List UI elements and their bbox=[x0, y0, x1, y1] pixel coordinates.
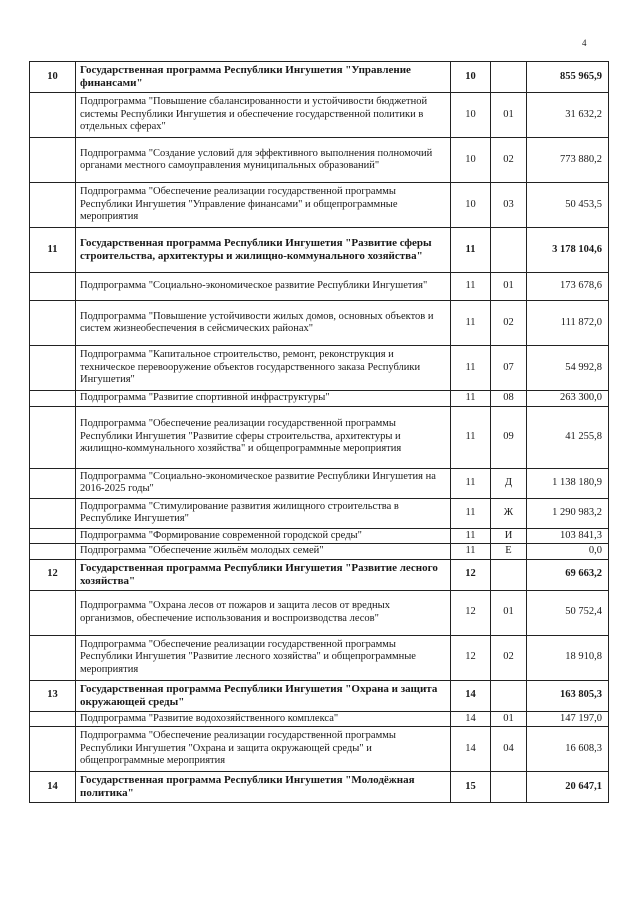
row-number-cell bbox=[30, 183, 76, 228]
page-number: 4 bbox=[582, 38, 587, 48]
subprogram-code-cell: 02 bbox=[491, 138, 527, 183]
subprogram-row bbox=[30, 468, 609, 498]
subprogram-row bbox=[30, 528, 609, 544]
row-number-cell: 13 bbox=[30, 680, 76, 711]
program-code-cell: 11 bbox=[451, 498, 491, 528]
row-number-cell bbox=[30, 93, 76, 138]
amount-cell: 263 300,0 bbox=[527, 391, 609, 407]
subprogram-code-cell: Ж bbox=[491, 498, 527, 528]
program-name-cell: Государственная программа Республики Ингушетия "Развитие лесного хозяйства" bbox=[76, 559, 451, 590]
subprogram-code-cell: Д bbox=[491, 468, 527, 498]
program-row bbox=[30, 680, 609, 711]
subprogram-row bbox=[30, 273, 609, 301]
subprogram-row bbox=[30, 301, 609, 346]
amount-cell: 103 841,3 bbox=[527, 528, 609, 544]
row-number-cell: 10 bbox=[30, 62, 76, 93]
program-name-cell: Подпрограмма "Повышение сбалансированности и устойчивости бюджетной системы Республики Ингушетия и обеспечение государственной политики в отдельных сферах" bbox=[76, 93, 451, 138]
row-number-cell bbox=[30, 635, 76, 680]
subprogram-code-cell bbox=[491, 680, 527, 711]
program-row bbox=[30, 559, 609, 590]
program-code-cell: 11 bbox=[451, 273, 491, 301]
row-number-cell bbox=[30, 406, 76, 468]
amount-cell: 147 197,0 bbox=[527, 711, 609, 727]
subprogram-code-cell: 01 bbox=[491, 590, 527, 635]
amount-cell: 31 632,2 bbox=[527, 93, 609, 138]
program-name-cell: Государственная программа Республики Ингушетия "Управление финансами" bbox=[76, 62, 451, 93]
program-code-cell: 11 bbox=[451, 468, 491, 498]
row-number-cell bbox=[30, 498, 76, 528]
subprogram-row bbox=[30, 346, 609, 391]
amount-cell: 3 178 104,6 bbox=[527, 228, 609, 273]
program-code-cell: 11 bbox=[451, 346, 491, 391]
amount-cell: 163 805,3 bbox=[527, 680, 609, 711]
program-name-cell: Подпрограмма "Социально-экономическое развитие Республики Ингушетия" bbox=[76, 273, 451, 301]
subprogram-code-cell bbox=[491, 228, 527, 273]
table-body bbox=[30, 62, 609, 803]
subprogram-row bbox=[30, 93, 609, 138]
subprogram-row bbox=[30, 138, 609, 183]
program-code-cell: 12 bbox=[451, 635, 491, 680]
amount-cell: 173 678,6 bbox=[527, 273, 609, 301]
program-name-cell: Подпрограмма "Обеспечение жильём молодых семей" bbox=[76, 544, 451, 560]
program-code-cell: 12 bbox=[451, 559, 491, 590]
subprogram-code-cell: 01 bbox=[491, 93, 527, 138]
row-number-cell: 11 bbox=[30, 228, 76, 273]
subprogram-row bbox=[30, 406, 609, 468]
amount-cell: 111 872,0 bbox=[527, 301, 609, 346]
program-code-cell: 11 bbox=[451, 544, 491, 560]
program-name-cell: Подпрограмма "Развитие спортивной инфраструктуры" bbox=[76, 391, 451, 407]
row-number-cell bbox=[30, 301, 76, 346]
row-number-cell bbox=[30, 711, 76, 727]
subprogram-code-cell: 02 bbox=[491, 635, 527, 680]
program-code-cell: 14 bbox=[451, 680, 491, 711]
program-code-cell: 11 bbox=[451, 228, 491, 273]
amount-cell: 69 663,2 bbox=[527, 559, 609, 590]
program-name-cell: Государственная программа Республики Ингушетия "Развитие сферы строительства, архитектуры и жилищно-коммунального хозяйства" bbox=[76, 228, 451, 273]
subprogram-row bbox=[30, 544, 609, 560]
program-name-cell: Государственная программа Республики Ингушетия "Молодёжная политика" bbox=[76, 772, 451, 803]
program-row bbox=[30, 772, 609, 803]
program-name-cell: Подпрограмма "Социально-экономическое развитие Республики Ингушетия на 2016-2025 годы" bbox=[76, 468, 451, 498]
row-number-cell: 12 bbox=[30, 559, 76, 590]
subprogram-code-cell bbox=[491, 62, 527, 93]
program-row bbox=[30, 228, 609, 273]
program-code-cell: 10 bbox=[451, 138, 491, 183]
amount-cell: 20 647,1 bbox=[527, 772, 609, 803]
subprogram-row bbox=[30, 183, 609, 228]
program-name-cell: Подпрограмма "Формирование современной городской среды" bbox=[76, 528, 451, 544]
amount-cell: 0,0 bbox=[527, 544, 609, 560]
amount-cell: 16 608,3 bbox=[527, 727, 609, 772]
subprogram-row bbox=[30, 391, 609, 407]
row-number-cell bbox=[30, 590, 76, 635]
program-code-cell: 11 bbox=[451, 391, 491, 407]
program-name-cell: Подпрограмма "Обеспечение реализации государственной программы Республики Ингушетия "Развитие лесного хозяйства" и общепрограммные мероприятия bbox=[76, 635, 451, 680]
subprogram-code-cell: 01 bbox=[491, 273, 527, 301]
subprogram-code-cell: Е bbox=[491, 544, 527, 560]
row-number-cell bbox=[30, 138, 76, 183]
subprogram-code-cell: 07 bbox=[491, 346, 527, 391]
subprogram-code-cell: 04 bbox=[491, 727, 527, 772]
program-name-cell: Государственная программа Республики Ингушетия "Охрана и защита окружающей среды" bbox=[76, 680, 451, 711]
subprogram-row bbox=[30, 635, 609, 680]
program-code-cell: 10 bbox=[451, 93, 491, 138]
program-code-cell: 11 bbox=[451, 301, 491, 346]
row-number-cell bbox=[30, 528, 76, 544]
subprogram-code-cell: 09 bbox=[491, 406, 527, 468]
subprogram-code-cell: 08 bbox=[491, 391, 527, 407]
subprogram-row bbox=[30, 590, 609, 635]
subprogram-row bbox=[30, 498, 609, 528]
program-name-cell: Подпрограмма "Капитальное строительство, ремонт, реконструкция и техническое перевооружение объектов государственного заказа Республики Ингушетия" bbox=[76, 346, 451, 391]
program-name-cell: Подпрограмма "Охрана лесов от пожаров и защита лесов от вредных организмов, обеспечение использования и воспроизводства лесов" bbox=[76, 590, 451, 635]
amount-cell: 773 880,2 bbox=[527, 138, 609, 183]
program-code-cell: 15 bbox=[451, 772, 491, 803]
program-name-cell: Подпрограмма "Обеспечение реализации государственной программы Республики Ингушетия "Охрана и защита окружающей среды" и общепрограммные мероприятия bbox=[76, 727, 451, 772]
amount-cell: 1 138 180,9 bbox=[527, 468, 609, 498]
program-name-cell: Подпрограмма "Обеспечение реализации государственной программы Республики Ингушетия "Развитие сферы строительства, архитектуры и жилищно-коммунального хозяйства" и общепрограммные мероприятия bbox=[76, 406, 451, 468]
amount-cell: 855 965,9 bbox=[527, 62, 609, 93]
row-number-cell bbox=[30, 273, 76, 301]
amount-cell: 54 992,8 bbox=[527, 346, 609, 391]
row-number-cell bbox=[30, 468, 76, 498]
amount-cell: 18 910,8 bbox=[527, 635, 609, 680]
program-code-cell: 14 bbox=[451, 711, 491, 727]
program-code-cell: 10 bbox=[451, 183, 491, 228]
amount-cell: 50 453,5 bbox=[527, 183, 609, 228]
row-number-cell bbox=[30, 544, 76, 560]
subprogram-code-cell: 03 bbox=[491, 183, 527, 228]
amount-cell: 1 290 983,2 bbox=[527, 498, 609, 528]
budget-table bbox=[29, 61, 609, 803]
program-name-cell: Подпрограмма "Развитие водохозяйственного комплекса" bbox=[76, 711, 451, 727]
subprogram-code-cell: 01 bbox=[491, 711, 527, 727]
program-code-cell: 12 bbox=[451, 590, 491, 635]
program-code-cell: 11 bbox=[451, 528, 491, 544]
subprogram-code-cell: 02 bbox=[491, 301, 527, 346]
program-code-cell: 14 bbox=[451, 727, 491, 772]
program-name-cell: Подпрограмма "Повышение устойчивости жилых домов, основных объектов и систем жизнеобеспечения в сейсмических районах" bbox=[76, 301, 451, 346]
program-name-cell: Подпрограмма "Обеспечение реализации государственной программы Республики Ингушетия "Управление финансами" и общепрограммные мероприятия bbox=[76, 183, 451, 228]
subprogram-row bbox=[30, 727, 609, 772]
row-number-cell: 14 bbox=[30, 772, 76, 803]
program-row bbox=[30, 62, 609, 93]
program-code-cell: 10 bbox=[451, 62, 491, 93]
subprogram-code-cell bbox=[491, 559, 527, 590]
amount-cell: 41 255,8 bbox=[527, 406, 609, 468]
row-number-cell bbox=[30, 391, 76, 407]
program-name-cell: Подпрограмма "Стимулирование развития жилищного строительства в Республике Ингушетия" bbox=[76, 498, 451, 528]
subprogram-code-cell: И bbox=[491, 528, 527, 544]
program-name-cell: Подпрограмма "Создание условий для эффективного выполнения полномочий органами местного самоуправления муниципальных образований" bbox=[76, 138, 451, 183]
row-number-cell bbox=[30, 346, 76, 391]
program-code-cell: 11 bbox=[451, 406, 491, 468]
amount-cell: 50 752,4 bbox=[527, 590, 609, 635]
subprogram-row bbox=[30, 711, 609, 727]
row-number-cell bbox=[30, 727, 76, 772]
subprogram-code-cell bbox=[491, 772, 527, 803]
